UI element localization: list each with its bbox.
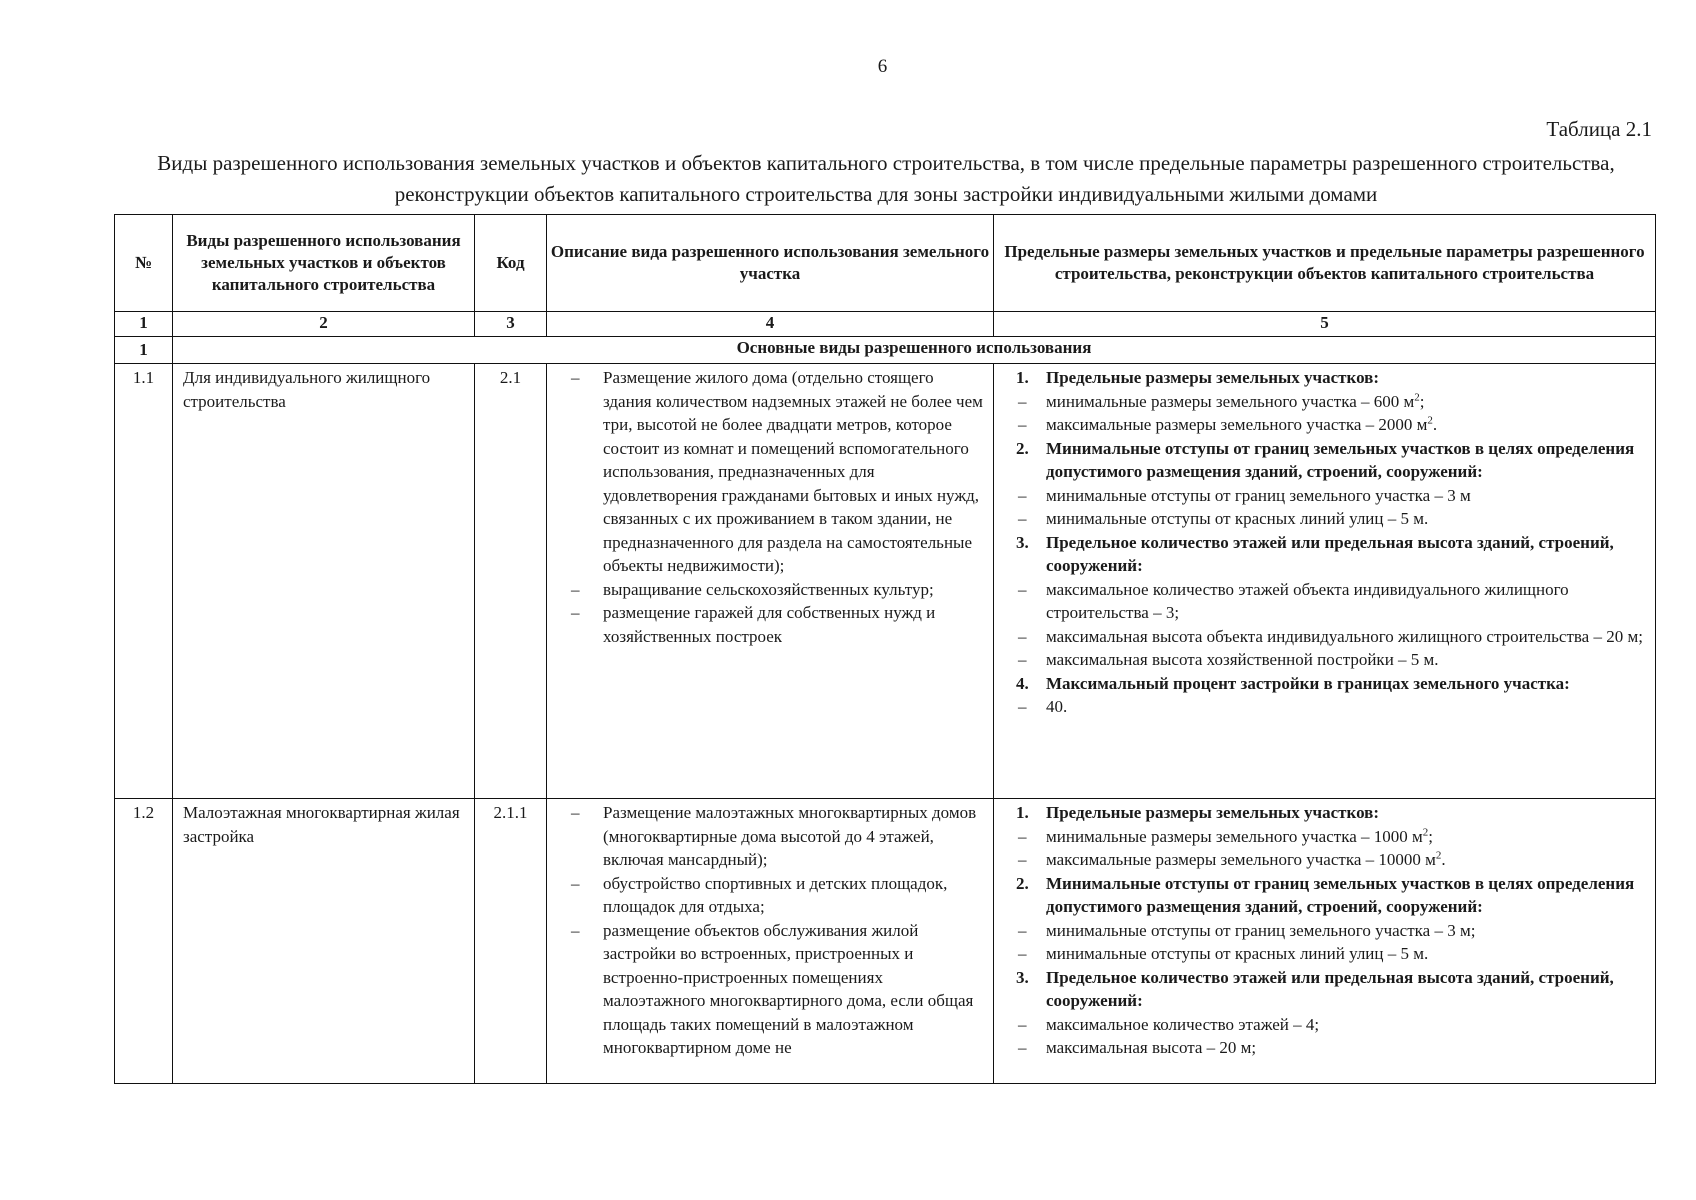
param-item: – максимальная высота объекта индивидуального жилищного строительства – 20 м; bbox=[1016, 625, 1647, 649]
description-item: – обустройство спортивных и детских площадок, площадок для отдыха; bbox=[571, 872, 983, 919]
param-heading: 3. Предельное количество этажей или предельная высота зданий, строений, сооружений: bbox=[1016, 532, 1614, 575]
param-item: – минимальные размеры земельного участка – 600 $м^2$; bbox=[1016, 390, 1647, 414]
description-item: – Размещение жилого дома (отдельно стоящего здания количеством надземных этажей не более чем три, высотой не более двадцати метров, которое состоит из комнат и помещений вспомогательного использования, предназначенных для удовлетворения гражданами бытовых и иных нужд, связанных с их проживанием в таком здании, не предназначенного для раздела на самостоятельные объекты недвижимости); bbox=[571, 366, 983, 578]
description-item: – размещение объектов обслуживания жилой застройки во встроенных, пристроенных и встроенно-пристроенных помещениях малоэтажного многоквартирного дома, если общая площадь таких помещений в малоэтажном многоквартирном доме не bbox=[571, 919, 983, 1060]
column-number: 2 bbox=[173, 312, 475, 337]
page-number: 6 bbox=[877, 56, 888, 77]
param-item: – минимальные отступы от границ земельного участка – 3 м bbox=[1016, 484, 1647, 508]
param-heading: 1. Предельные размеры земельных участков: bbox=[1016, 368, 1380, 387]
row-name: Для индивидуального жилищного строительства bbox=[173, 364, 475, 799]
header-num: № bbox=[115, 215, 173, 312]
description-item: – размещение гаражей для собственных нужд и хозяйственных построек bbox=[571, 601, 983, 648]
row-params bbox=[994, 364, 1656, 799]
param-heading: 2. Минимальные отступы от границ земельных участков в целях определения допустимого размещения зданий, строений, сооружений: bbox=[1016, 873, 1635, 916]
table-row bbox=[115, 799, 1656, 1084]
section-row bbox=[115, 337, 1656, 364]
row-params bbox=[994, 799, 1656, 1084]
param-heading: 2. Минимальные отступы от границ земельных участков в целях определения допустимого размещения зданий, строений, сооружений: bbox=[1016, 438, 1635, 481]
description-item: – выращивание сельскохозяйственных культур; bbox=[571, 578, 983, 602]
param-heading: 3. Предельное количество этажей или предельная высота зданий, строений, сооружений: bbox=[1016, 967, 1614, 1010]
header-name: Виды разрешенного использования земельных участков и объектов капитального строительства bbox=[173, 215, 475, 312]
column-number: 4 bbox=[547, 312, 994, 337]
row-description bbox=[547, 364, 994, 799]
param-item: – минимальные размеры земельного участка – 1000 $м^2$; bbox=[1016, 825, 1647, 849]
row-num: 1.1 bbox=[115, 364, 173, 799]
param-item: – максимальные размеры земельного участка – 10000 $м^2$. bbox=[1016, 848, 1647, 872]
param-item: – минимальные отступы от красных линий улиц – 5 м. bbox=[1016, 942, 1647, 966]
param-item: – максимальные размеры земельного участка – 2000 $м^2$. bbox=[1016, 413, 1647, 437]
row-name: Малоэтажная многоквартирная жилая застройка bbox=[173, 799, 475, 1084]
header-params: Предельные размеры земельных участков и предельные параметры разрешенного строительства, реконструкции объектов капитального строительства bbox=[994, 215, 1656, 312]
param-item: – максимальная высота – 20 м; bbox=[1016, 1036, 1647, 1060]
row-num: 1.2 bbox=[115, 799, 173, 1084]
table-label: Таблица 2.1 bbox=[1546, 117, 1652, 141]
header-description: Описание вида разрешенного использования земельного участка bbox=[547, 215, 994, 312]
param-item: – минимальные отступы от красных линий улиц – 5 м. bbox=[1016, 507, 1647, 531]
table-header-row bbox=[115, 215, 1656, 312]
param-item: – максимальное количество этажей – 4; bbox=[1016, 1013, 1647, 1037]
param-item: – максимальная высота хозяйственной постройки – 5 м. bbox=[1016, 648, 1647, 672]
description-item: – Размещение малоэтажных многоквартирных домов (многоквартирные дома высотой до 4 этажей, включая мансардный); bbox=[571, 801, 983, 872]
section-num: 1 bbox=[115, 337, 173, 364]
row-description bbox=[547, 799, 994, 1084]
section-title: Основные виды разрешенного использования bbox=[173, 337, 1656, 364]
column-number: 3 bbox=[475, 312, 547, 337]
table-row bbox=[115, 364, 1656, 799]
param-heading: 1. Предельные размеры земельных участков: bbox=[1016, 803, 1380, 822]
header-code: Код bbox=[475, 215, 547, 312]
column-numbers-row bbox=[115, 312, 1656, 337]
param-heading: 4. Максимальный процент застройки в границах земельного участка: bbox=[1016, 673, 1570, 693]
param-item: – максимальное количество этажей объекта индивидуального жилищного строительства – 3; bbox=[1016, 578, 1647, 625]
param-item: – 40. bbox=[1016, 695, 1647, 719]
table-title: Виды разрешенного использования земельных участков и объектов капитального строительства, в том числе предельные параметры разрешенного строительства, реконструкции объектов капитального строительства для зоны застройки индивидуальными жилыми домами bbox=[157, 151, 1615, 206]
column-number: 5 bbox=[994, 312, 1656, 337]
row-code: 2.1 bbox=[475, 364, 547, 799]
land-use-table bbox=[114, 214, 1656, 1084]
column-number: 1 bbox=[115, 312, 173, 337]
row-code: 2.1.1 bbox=[475, 799, 547, 1084]
param-item: – минимальные отступы от границ земельного участка – 3 м; bbox=[1016, 919, 1647, 943]
